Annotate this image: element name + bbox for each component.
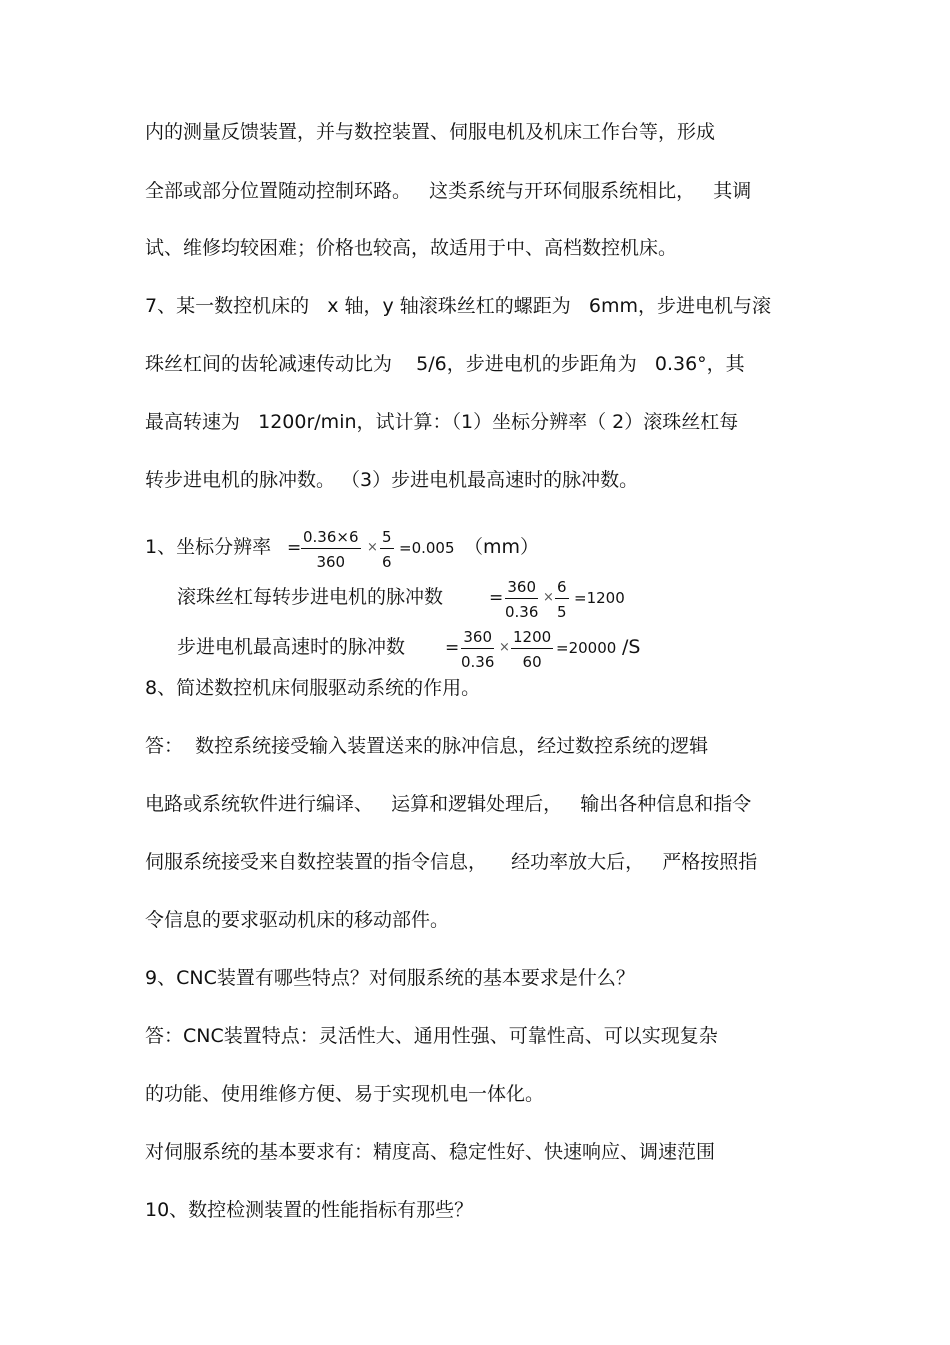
times-sign: × <box>543 590 554 605</box>
question-10: 10、数控检测装置的性能指标有那些？ <box>145 1199 474 1221</box>
fraction-numerator: 6 <box>555 578 569 599</box>
fraction-numerator: 360 <box>505 578 538 599</box>
fraction-denominator: 5 <box>557 603 567 621</box>
answer-9-line: 答：CNC装置特点：灵活性大、通用性强、可靠性高、可以实现复杂 <box>145 1025 718 1047</box>
fraction-numerator: 360 <box>461 628 494 649</box>
question-7-line: 最高转速为 1200r/min，试计算：（1）坐标分辨率（ 2）滚珠丝杠每 <box>145 411 739 433</box>
fraction <box>503 578 540 621</box>
formula-result: =0.005 <box>399 539 455 557</box>
formula-label: 1、坐标分辨率 <box>145 536 272 558</box>
answer-8-line: 伺服系统接受来自数控装置的指令信息， 经功率放大后， 严格按照指 <box>145 851 758 873</box>
paragraph-line: 试、维修均较困难；价格也较高，故适用于中、高档数控机床。 <box>145 237 678 259</box>
fraction <box>511 628 553 671</box>
times-sign: × <box>367 540 378 555</box>
fraction-numerator: 5 <box>380 528 394 549</box>
question-7-line: 转步进电机的脉冲数。 （3）步进电机最高速时的脉冲数。 <box>145 469 639 491</box>
question-8: 8、简述数控机床伺服驱动系统的作用。 <box>145 677 481 699</box>
answer-9-line: 的功能、使用维修方便、易于实现机电一体化。 <box>145 1083 545 1105</box>
answer-8-line: 令信息的要求驱动机床的移动部件。 <box>145 909 450 931</box>
formula-unit: /S <box>622 636 641 658</box>
paragraph-line: 全部或部分位置随动控制环路。 这类系统与开环伺服系统相比， 其调 <box>145 180 752 202</box>
times-sign: × <box>499 640 510 655</box>
question-7-line: 7、某一数控机床的 x 轴，y 轴滚珠丝杠的螺距为 6mm，步进电机与滚 <box>145 295 771 317</box>
formula-unit: （mm） <box>464 536 540 558</box>
answer-8-line: 答： 数控系统接受输入装置送来的脉冲信息，经过数控系统的逻辑 <box>145 735 709 757</box>
question-9: 9、CNC装置有哪些特点？对伺服系统的基本要求是什么？ <box>145 967 635 989</box>
formula-label: 滚珠丝杠每转步进电机的脉冲数 <box>177 586 444 608</box>
fraction-denominator: 360 <box>316 553 346 571</box>
equals-sign: = <box>287 538 302 558</box>
fraction-numerator: 0.36×6 <box>301 528 361 549</box>
equals-sign: = <box>445 638 460 658</box>
fraction-denominator: 6 <box>382 553 392 571</box>
fraction-numerator: 1200 <box>511 628 553 649</box>
formula-result: =20000 <box>556 639 617 657</box>
formula-label: 步进电机最高速时的脉冲数 <box>177 636 406 658</box>
paragraph-line: 内的测量反馈装置，并与数控装置、伺服电机及机床工作台等，形成 <box>145 121 716 143</box>
fraction <box>459 628 496 671</box>
answer-8-line: 电路或系统软件进行编译、 运算和逻辑处理后， 输出各种信息和指令 <box>145 793 752 815</box>
answer-9-line: 对伺服系统的基本要求有：精度高、稳定性好、快速响应、调速范围 <box>145 1141 716 1163</box>
fraction-denominator: 60 <box>522 653 542 671</box>
fraction <box>380 528 394 571</box>
question-7-line: 珠丝杠间的齿轮减速传动比为 5/6，步进电机的步距角为 0.36°，其 <box>145 353 745 375</box>
fraction <box>555 578 569 621</box>
equals-sign: = <box>489 588 504 608</box>
formula-result: =1200 <box>574 589 625 607</box>
fraction-denominator: 0.36 <box>505 603 539 621</box>
fraction <box>301 528 361 571</box>
fraction-denominator: 0.36 <box>461 653 495 671</box>
